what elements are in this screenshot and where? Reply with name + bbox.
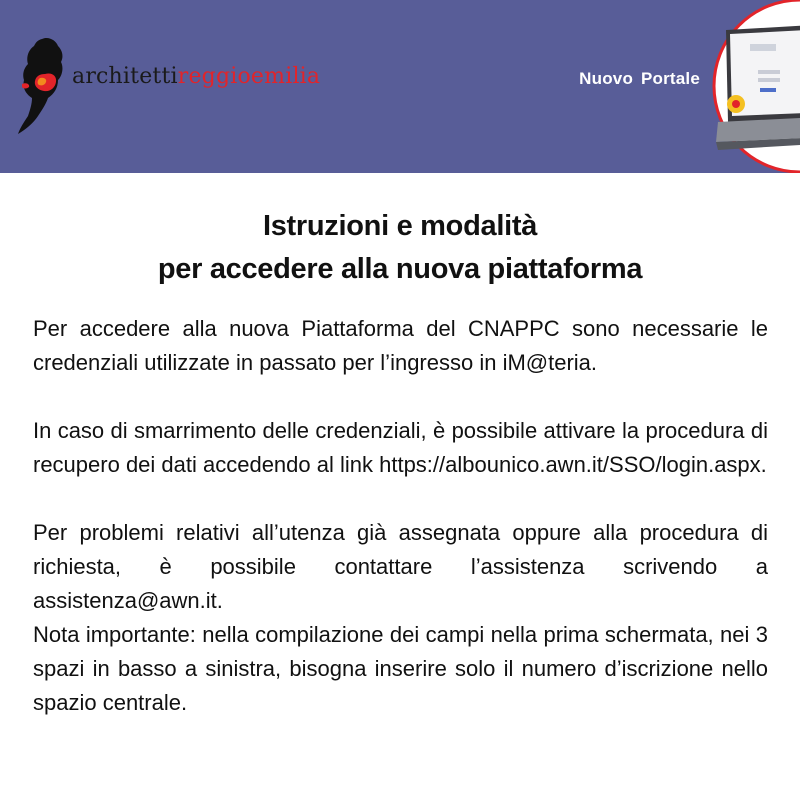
portal-label[interactable]: Nuovo Portale [579, 69, 700, 88]
title-line-2: per accedere alla nuova piattaforma [157, 253, 643, 285]
page-title [0, 205, 800, 291]
logo-text [72, 64, 320, 89]
title-line-1: Istruzioni e modalità [262, 210, 538, 242]
header-banner [0, 0, 800, 173]
paragraph-recovery: In caso di smarrimento delle credenziali, è possibile attivare la procedura di recupero dei dati accedendo al link https://albounico.awn.it/SSO/login.aspx. [33, 418, 768, 477]
logo-text-reggioemilia: reggioemilia [177, 64, 321, 89]
paragraph-support: Per problemi relativi all’utenza già assegnata oppure alla procedura di richiesta, è possibile contattare l’assistenza scrivendo a assistenza@awn.it. [33, 520, 768, 613]
paragraph-spacer [33, 380, 768, 414]
paragraph-important-note: Nota importante: nella compilazione dei campi nella prima schermata, nei 3 spazi in basso a sinistra, bisogna inserire solo il numero d’iscrizione nello spazio centrale. [33, 622, 768, 715]
laptop-portal-image[interactable] [712, 0, 800, 173]
instructions-body [33, 312, 768, 720]
logo[interactable] [12, 36, 321, 136]
logo-mark-icon [12, 36, 76, 136]
paragraph-spacer [33, 482, 768, 516]
paragraph-credentials: Per accedere alla nuova Piattaforma del CNAPPC sono necessarie le credenziali utilizzate in passato per l’ingresso in iM@teria. [33, 316, 768, 375]
logo-text-architetti: architetti [72, 64, 178, 89]
